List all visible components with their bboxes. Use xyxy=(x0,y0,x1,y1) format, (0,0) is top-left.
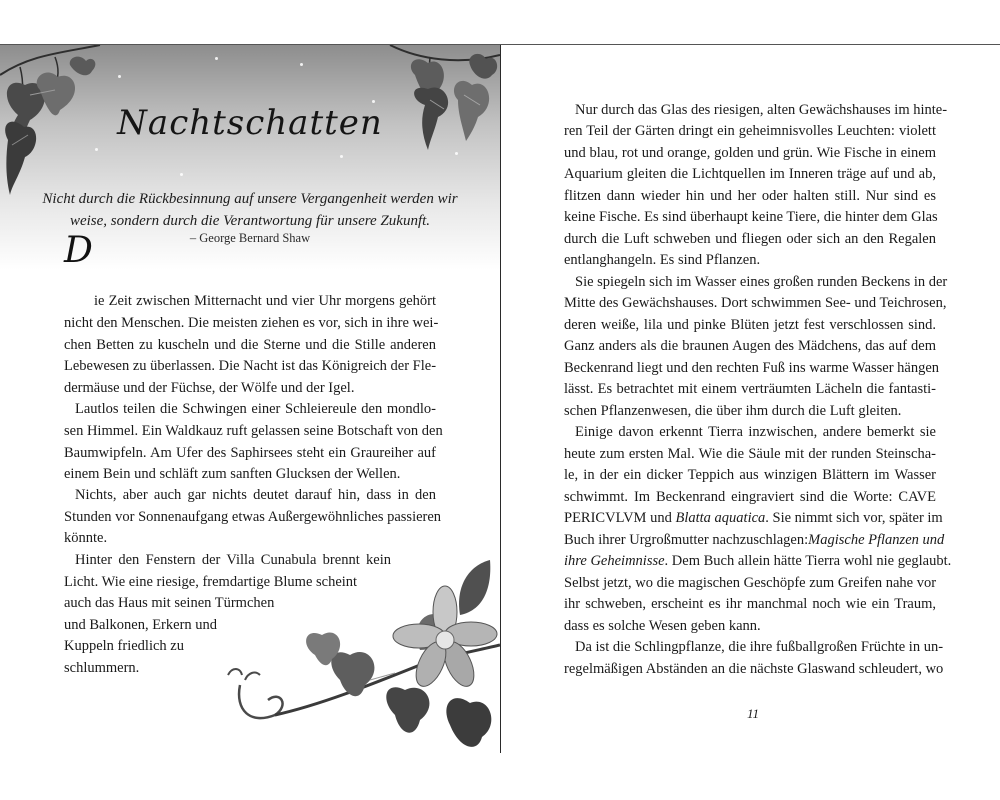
text-line: Mitte des Gewächshauses. Dort schwimmen See- und Teichrosen, xyxy=(564,295,947,311)
epigraph-line: Nicht durch die Rückbesinnung auf unsere Vergangenheit werden wir xyxy=(42,191,458,207)
text-line: ie Zeit zwischen Mitternacht und vier Uhr morgens gehört xyxy=(94,293,436,309)
text-line: Nichts, aber auch gar nichts deutet darauf hin, dass in den xyxy=(75,487,436,503)
text-line: Hinter den Fenstern der Villa Cunabula brennt kein xyxy=(75,552,391,568)
text-line: und blau, rot und orange, golden und grün. Wie Fische in einem xyxy=(564,145,936,161)
text-line: schen Pflanzenwesen, die über ihm durch die Luft gleiten. xyxy=(564,403,902,419)
text-line: nicht den Menschen. Die meisten ziehen es vor, sich in ihre wei- xyxy=(64,315,439,331)
page-number: 11 xyxy=(746,706,760,721)
epigraph xyxy=(40,188,460,232)
sparkle-dot xyxy=(300,63,303,66)
text-line: Baumwipfeln. Am Ufer des Saphirsees steht ein Graureiher auf xyxy=(64,445,436,461)
sparkle-dot xyxy=(180,173,183,176)
text-line: ren Teil der Gärten dringt ein geheimnisvolles Leuchten: violett xyxy=(564,123,936,139)
text-line: Kuppeln friedlich zu xyxy=(64,638,184,654)
text-line: Licht. Wie eine riesige, fremdartige Blume scheint xyxy=(64,574,358,590)
text-line: und Balkonen, Erkern und xyxy=(64,617,218,633)
text-line: Da ist die Schlingpflanze, die ihre fußballgroßen Früchte in un- xyxy=(575,639,944,655)
sparkle-dot xyxy=(215,57,218,60)
text-line xyxy=(564,508,943,530)
text-line: ihr schweben, erscheint es ihr manchmal noch wie ein Traum, xyxy=(564,596,936,612)
text-line: chen Betten zu kuscheln und die Sterne und die Stille anderen xyxy=(64,337,436,353)
text-line: Ganz anders als die braunen Augen des Mädchens, das auf dem xyxy=(564,338,936,354)
text-span: Buch ihrer Urgroßmutter nachzuschlagen: xyxy=(564,532,809,548)
text-line: könnte. xyxy=(64,530,108,546)
text-line: dermäuse und der Füchse, der Wölfe und der Igel. xyxy=(64,380,355,396)
text-line: durch die Luft schweben und fliegen oder sich an den Regalen xyxy=(564,231,936,247)
text-line: deren weiße, lila und pinke Blüten jetzt fest verschlossen sind. xyxy=(564,317,936,333)
italic-span: Magische Pflanzen und xyxy=(808,532,945,548)
text-line xyxy=(564,551,951,573)
text-line: le, in der ein dicker Teppich aus winzigen Blättern im Wasser xyxy=(564,467,936,483)
text-line: entlanghangeln. Es sind Pflanzen. xyxy=(564,252,761,268)
text-line: Sie spiegeln sich im Wasser eines großen runden Beckens in der xyxy=(575,274,948,290)
italic-span: Blatta aquatica xyxy=(675,510,766,526)
text-line: heute zum ersten Mal. Wie die Säule mit der runden Steinscha- xyxy=(564,446,936,462)
text-span: . Dem Buch allein hätte Tierra wohl nie geglaubt. xyxy=(664,553,952,569)
text-line: regelmäßigen Abständen an die nächste Glaswand schleudert, wo xyxy=(564,661,944,677)
text-span: . Sie nimmt sich vor, später im xyxy=(765,510,943,526)
text-line: schwimmt. Im Beckenrand eingraviert sind die Worte: CAVE xyxy=(564,489,936,505)
text-line: auch das Haus mit seinen Türmchen xyxy=(64,595,275,611)
text-line: schlummern. xyxy=(64,660,140,676)
text-line: dass es solche Wesen geben kann. xyxy=(564,618,761,634)
text-line: Lebewesen zu überlassen. Die Nacht ist das Königreich der Fle- xyxy=(64,358,437,374)
text-line: Nur durch das Glas des riesigen, alten Gewächshauses im hinte- xyxy=(575,102,948,118)
text-line: Beckenrand liegt und den rechten Fuß ins warme Wasser hängen xyxy=(564,360,940,376)
text-line: einem Bein und schläft zum sanften Glucksen der Wellen. xyxy=(64,466,401,482)
text-line: Aquarium gleiten die Lichtquellen im Inneren träge auf und ab, xyxy=(564,166,936,182)
sparkle-dot xyxy=(340,155,343,158)
drop-cap: D xyxy=(64,230,93,271)
epigraph-line: weise, sondern durch die Verantwortung für unsere Zukunft. xyxy=(69,213,431,229)
text-line: Lautlos teilen die Schwingen einer Schleiereule den mondlo- xyxy=(75,401,436,417)
text-line: Stunden vor Sonnenaufgang etwas Außergewöhnliches passieren xyxy=(64,509,442,525)
text-line: Einige davon erkennt Tierra inzwischen, andere bemerkt sie xyxy=(575,424,936,440)
chapter-title: Nachtschatten xyxy=(117,103,383,143)
text-line: Selbst jetzt, wo die magischen Geschöpfe zum Greifen nahe vor xyxy=(564,575,937,591)
text-line: keine Fische. Es sind überhaupt keine Tiere, die hinter dem Glas xyxy=(564,209,938,225)
text-line: flitzen dann wieder hin und her oder halten still. Nur sind es xyxy=(564,188,936,204)
text-line: lässt. Es betrachtet mit einem verträumten Lächeln die fantasti- xyxy=(564,381,936,397)
epigraph-author: – George Bernard Shaw xyxy=(189,231,311,245)
text-line xyxy=(564,530,945,552)
text-line: sen Himmel. Ein Waldkauz ruft gelassen seine Botschaft von den xyxy=(64,423,443,439)
text-span: PERICVLVM und xyxy=(564,510,672,526)
page-gutter xyxy=(500,45,501,753)
italic-span: ihre Geheimnisse xyxy=(564,553,665,569)
